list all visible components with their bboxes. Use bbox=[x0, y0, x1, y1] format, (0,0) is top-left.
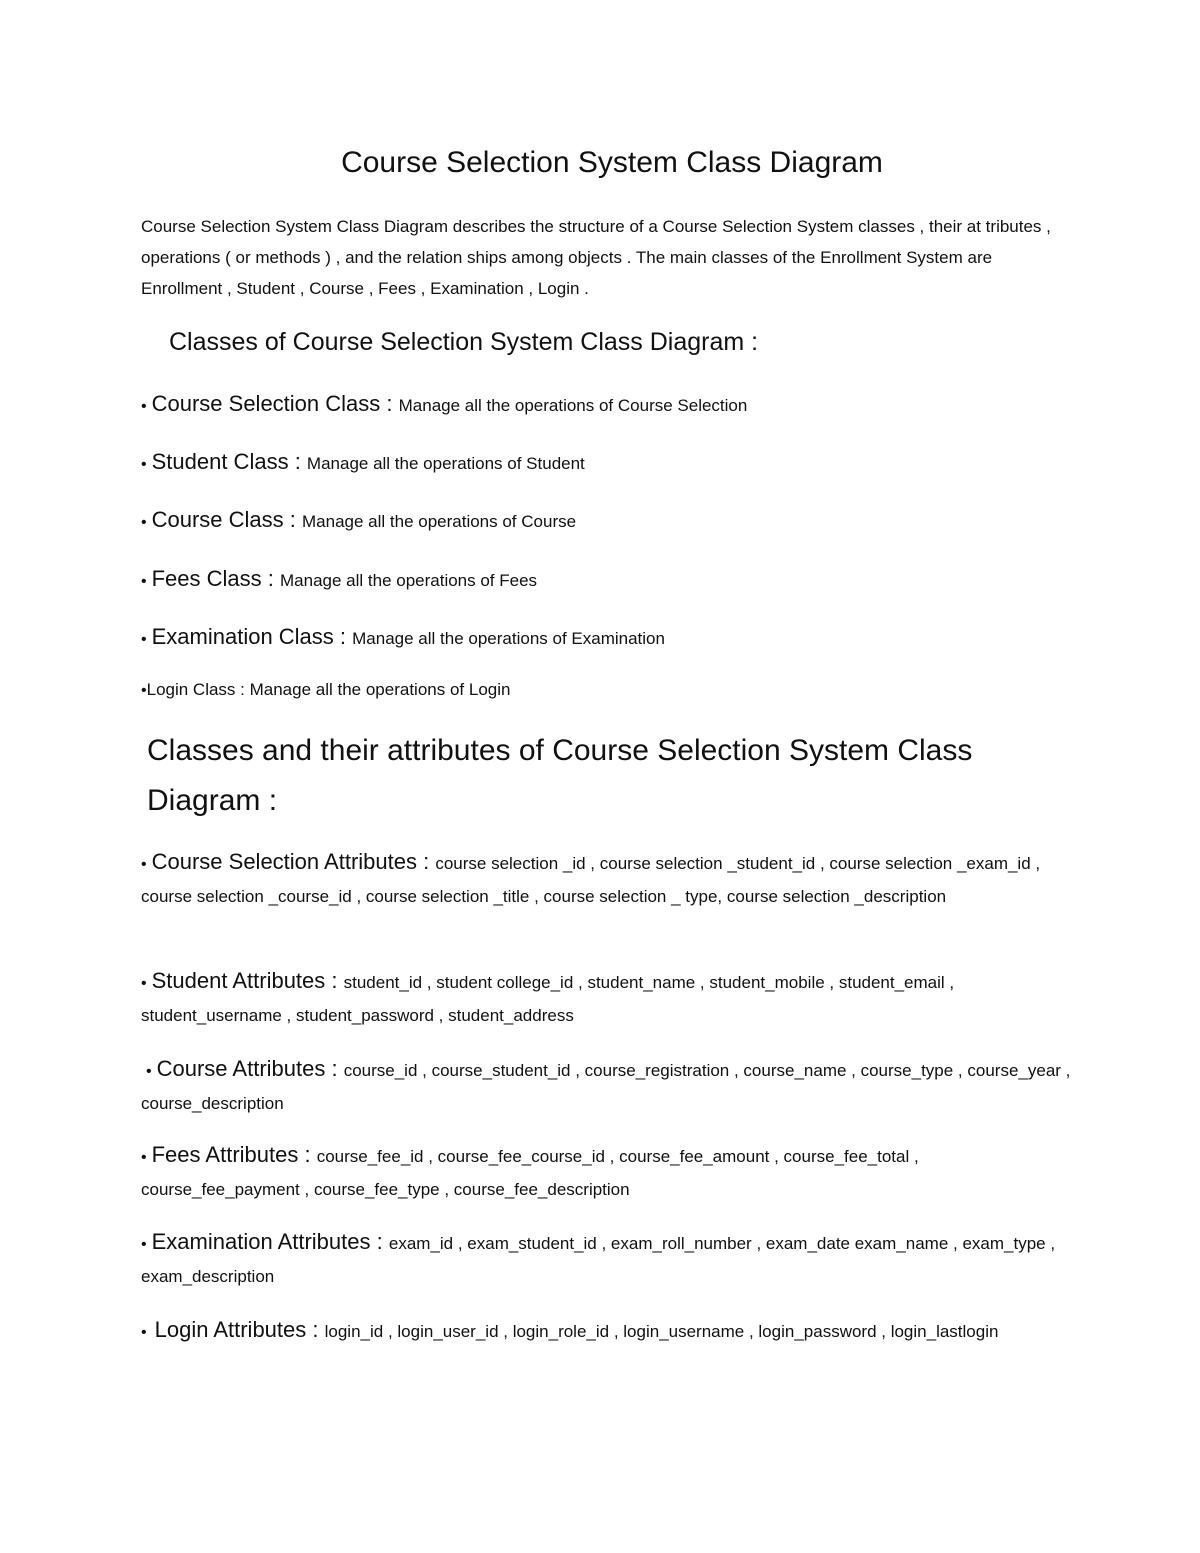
class-item-login bbox=[141, 675, 510, 706]
attribute-class-name: Login Attributes bbox=[154, 1317, 307, 1342]
page-title: Course Selection System Class Diagram bbox=[341, 146, 883, 179]
attribute-separator: : bbox=[298, 1142, 317, 1167]
attribute-item-login bbox=[141, 1314, 1071, 1349]
class-separator: : bbox=[288, 449, 307, 474]
class-description: Manage all the operations of Examination bbox=[352, 629, 665, 648]
class-name: Course Selection Class bbox=[151, 391, 381, 416]
attribute-item-course-selection bbox=[141, 846, 1071, 914]
attribute-class-name: Course Attributes bbox=[156, 1056, 326, 1081]
attribute-item-examination bbox=[141, 1226, 1071, 1294]
attribute-class-name: Fees Attributes bbox=[151, 1142, 299, 1167]
class-item-fees bbox=[141, 564, 537, 597]
attribute-item-student bbox=[141, 965, 1071, 1033]
class-item-course bbox=[141, 505, 576, 538]
bullet-icon: • bbox=[141, 398, 147, 415]
class-description: Manage all the operations of Login bbox=[249, 680, 511, 699]
attributes-heading: Classes and their attributes of Course Selection System Class Diagram : bbox=[147, 734, 973, 817]
attribute-separator: : bbox=[325, 968, 344, 993]
attribute-list: course selection _id , course selection _student_id , course selection _exam_id , course selection _course_id , course selection _title , course selection _ type, course selection _description bbox=[141, 854, 1041, 906]
bullet-icon: • bbox=[141, 856, 147, 873]
class-item-student bbox=[141, 447, 585, 480]
class-separator: : bbox=[380, 391, 399, 416]
class-name: Course Class bbox=[151, 507, 284, 532]
bullet-icon: • bbox=[141, 1324, 147, 1341]
bullet-icon: • bbox=[141, 975, 147, 992]
intro-paragraph: Course Selection System Class Diagram describes the structure of a Course Selection System classes , their at tributes , operations ( or methods ) , and the relation ships among objects . The main classes of the Enrollment System are Enrollment , Student , Course , Fees , Examination , Login . bbox=[141, 217, 1051, 298]
attribute-item-course bbox=[141, 1053, 1071, 1121]
attribute-list: course_fee_id , course_fee_course_id , course_fee_amount , course_fee_total , course_fee_payment , course_fee_type , course_fee_description bbox=[141, 1147, 919, 1199]
bullet-icon: • bbox=[146, 1063, 152, 1080]
class-name: Student Class bbox=[151, 449, 289, 474]
attribute-list: student_id , student college_id , student_name , student_mobile , student_email , student_username , student_password , student_address bbox=[141, 973, 955, 1025]
attribute-class-name: Student Attributes bbox=[151, 968, 326, 993]
bullet-icon: • bbox=[141, 631, 147, 648]
attribute-list: login_id , login_user_id , login_role_id , login_username , login_password , login_lastlogin bbox=[324, 1322, 999, 1341]
attribute-separator: : bbox=[416, 849, 436, 874]
class-separator: : bbox=[333, 624, 353, 649]
class-separator: : bbox=[235, 680, 250, 699]
bullet-icon: • bbox=[141, 1149, 147, 1166]
bullet-icon: • bbox=[141, 682, 147, 699]
class-separator: : bbox=[261, 566, 280, 591]
attribute-list: course_id , course_student_id , course_registration , course_name , course_type , course_year , course_description bbox=[141, 1061, 1071, 1113]
bullet-icon: • bbox=[141, 573, 147, 590]
bullet-icon: • bbox=[141, 1236, 147, 1253]
class-name: Fees Class bbox=[151, 566, 262, 591]
class-description: Manage all the operations of Course Selection bbox=[398, 396, 748, 415]
classes-heading: Classes of Course Selection System Class Diagram : bbox=[169, 328, 759, 356]
attribute-separator: : bbox=[370, 1229, 389, 1254]
class-description: Manage all the operations of Course bbox=[302, 512, 577, 531]
class-item-course-selection bbox=[141, 389, 747, 422]
attribute-separator: : bbox=[306, 1317, 325, 1342]
class-name: Login Class bbox=[146, 680, 236, 699]
attribute-class-name: Course Selection Attributes bbox=[151, 849, 417, 874]
attribute-class-name: Examination Attributes bbox=[151, 1229, 371, 1254]
class-item-examination bbox=[141, 622, 665, 655]
bullet-icon: • bbox=[141, 456, 147, 473]
class-separator: : bbox=[283, 507, 302, 532]
class-description: Manage all the operations of Student bbox=[306, 454, 585, 473]
attribute-separator: : bbox=[325, 1056, 344, 1081]
bullet-icon: • bbox=[141, 514, 147, 531]
class-description: Manage all the operations of Fees bbox=[280, 571, 538, 590]
class-name: Examination Class bbox=[151, 624, 334, 649]
attribute-list: exam_id , exam_student_id , exam_roll_number , exam_date exam_name , exam_type , exam_description bbox=[141, 1234, 1056, 1286]
attribute-item-fees bbox=[141, 1139, 1071, 1207]
